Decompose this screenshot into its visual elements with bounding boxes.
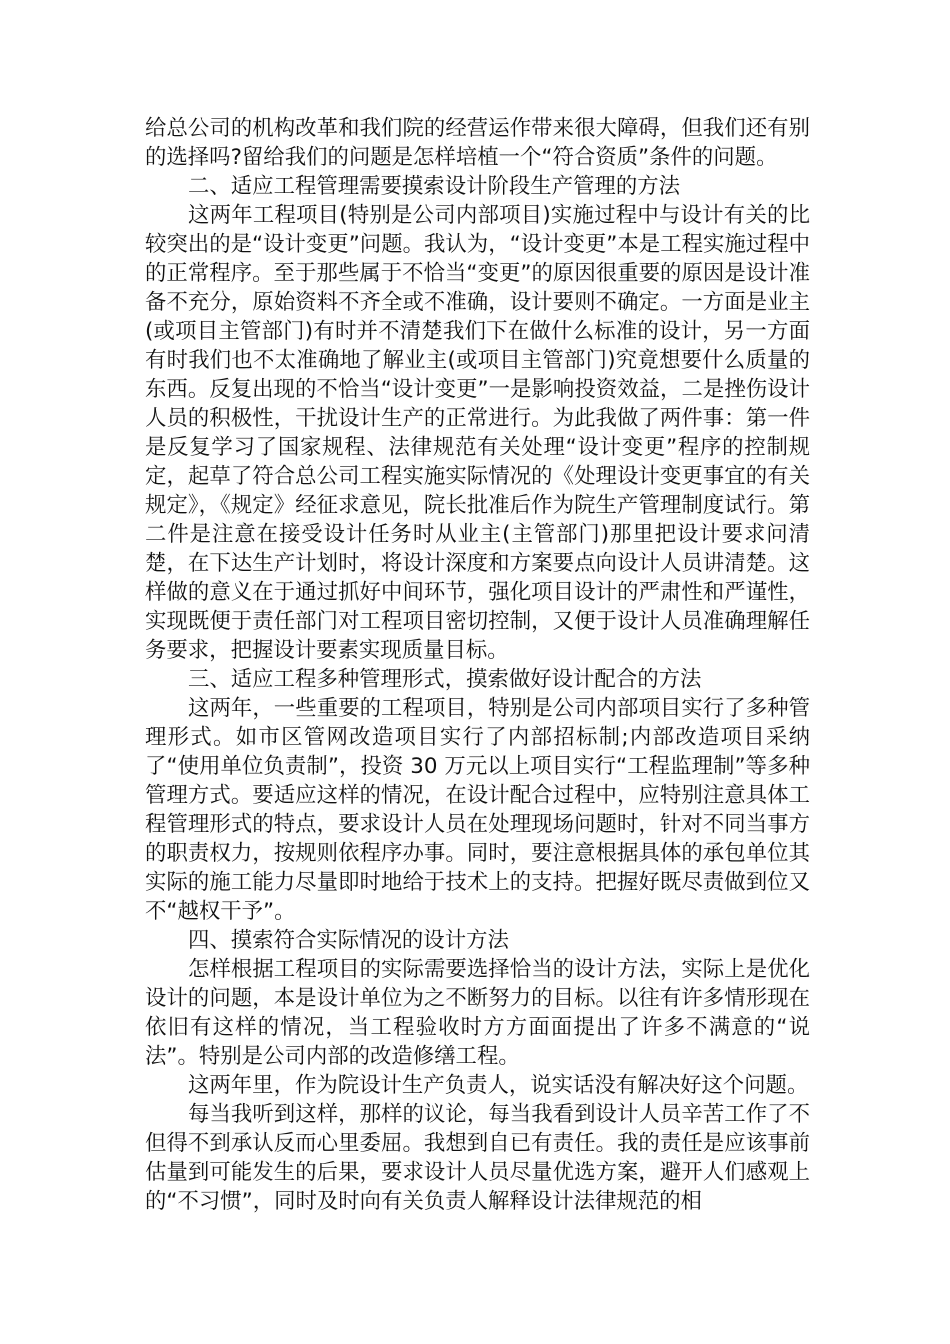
paragraph-continuation: 给总公司的机构改革和我们院的经营运作带来很大障碍，但我们还有别的选择吗?留给我们的问题是怎样培植一个“符合资质”条件的问题。	[145, 116, 810, 170]
section-heading-3: 三、适应工程多种管理形式，摸索做好设计配合的方法	[188, 667, 702, 692]
paragraph-management-forms: 这两年，一些重要的工程项目，特别是公司内部项目实行了多种管理形式。如市区管网改造项目实行了内部招标制;内部改造项目采纳了“使用单位负责制”，投资 30 万元以上项目实行“工程监理制”等多种管理方式。要适应这样的情况，在设计配合过程中，应特别注意具体工程管理形式的特点，要求设计人员在处理现场问题时，针对不同当事方的职责权力，按规则依程序办事。同时，要注意根据具体的承包单位其实际的施工能力尽量即时地给于技术上的支持。把握好既尽责做到位又不“越权干予”。	[145, 696, 810, 924]
paragraph-responsibility: 每当我听到这样，那样的议论，每当我看到设计人员辛苦工作了不但得不到承认反而心里委屈。我想到自已有责任。我的责任是应该事前估量到可能发生的后果，要求设计人员尽量优选方案，避开人们感观上的“不习惯”，同时及时向有关负责人解释设计法律规范的相	[145, 1102, 810, 1214]
section-heading-4: 四、摸索符合实际情况的设计方法	[188, 928, 509, 953]
paragraph-two-years: 这两年里，作为院设计生产负责人，说实话没有解决好这个问题。	[188, 1073, 809, 1098]
document-body	[145, 114, 810, 1216]
paragraph-design-method: 怎样根据工程项目的实际需要选择恰当的设计方法，实际上是优化设计的问题，本是设计单位为之不断努力的目标。以往有许多情形现在依旧有这样的情况，当工程验收时方方面面提出了许多不满意的“说法”。特别是公司内部的改造修缮工程。	[145, 957, 810, 1069]
section-heading-2: 二、适应工程管理需要摸索设计阶段生产管理的方法	[188, 174, 680, 199]
paragraph-design-change: 这两年工程项目(特别是公司内部项目)实施过程中与设计有关的比较突出的是“设计变更”问题。我认为，“设计变更”本是工程实施过程中的正常程序。至于那些属于不恰当“变更”的原因很重要的原因是设计准备不充分，原始资料不齐全或不准确，设计要则不确定。一方面是业主(或项目主管部门)有时并不清楚我们下在做什么标准的设计，另一方面有时我们也不太准确地了解业主(或项目主管部门)究竟想要什么质量的东西。反复出现的不恰当“设计变更”一是影响投资效益，二是挫伤设计人员的积极性，干扰设计生产的正常进行。为此我做了两件事：第一件是反复学习了国家规程、法律规范有关处理“设计变更”程序的控制规定，起草了符合总公司工程实施实际情况的《处理设计变更事宜的有关规定》，《规定》经征求意见，院长批准后作为院生产管理制度试行。第二件是注意在接受设计任务时从业主(主管部门)那里把设计要求问清楚，在下达生产计划时，将设计深度和方案要点向设计人员讲清楚。这样做的意义在于通过抓好中间环节，强化项目设计的严肃性和严谨性，实现既便于责任部门对工程项目密切控制，又便于设计人员准确理解任务要求，把握设计要素实现质量目标。	[145, 203, 810, 663]
